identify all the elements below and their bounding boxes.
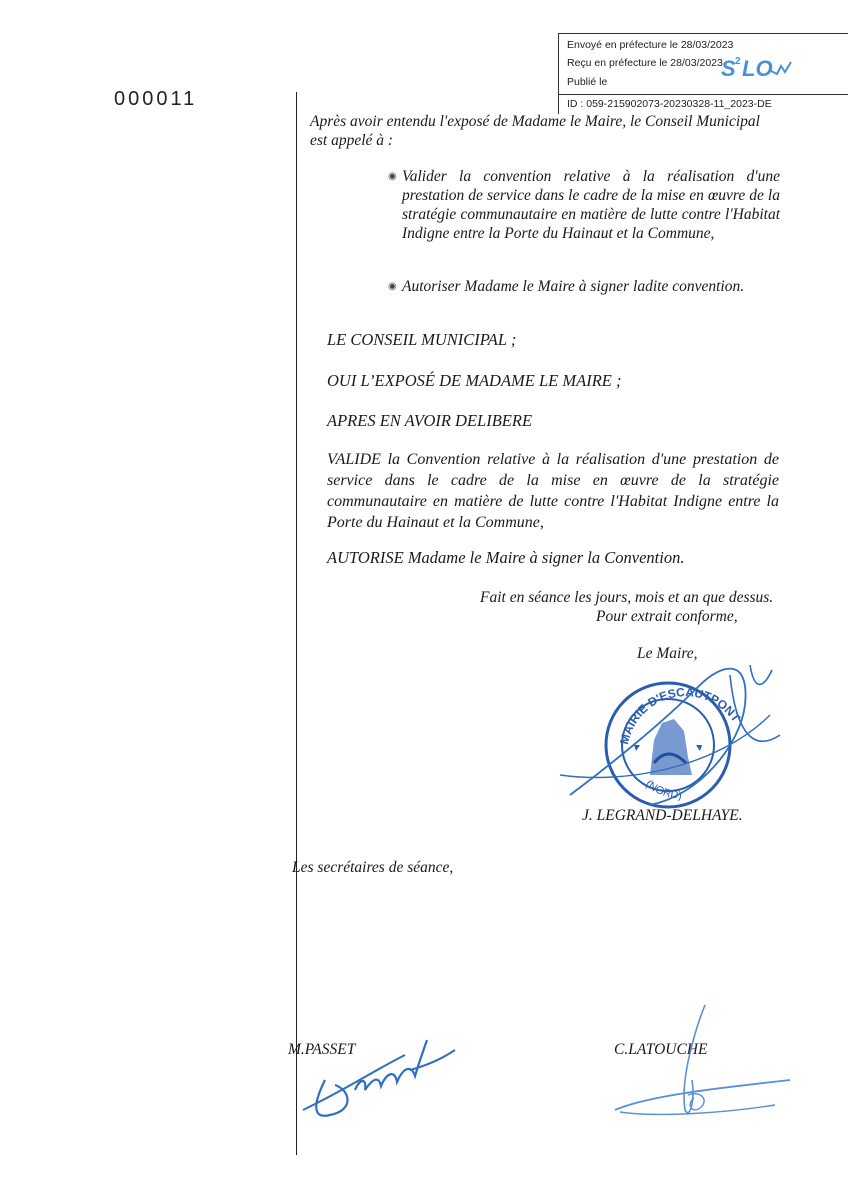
sent-date: Envoyé en préfecture le 28/03/2023 bbox=[567, 39, 734, 51]
bullet-dot: ◉ bbox=[388, 281, 397, 292]
document-number: 000011 bbox=[114, 88, 198, 110]
secretary-left-name: M.PASSET bbox=[288, 1041, 356, 1058]
svg-text:LO: LO bbox=[742, 56, 773, 81]
secretaries-label: Les secrétaires de séance, bbox=[292, 859, 454, 876]
deliberated-heading: APRES EN AVOIR DELIBERE bbox=[327, 411, 533, 430]
closing-line-1: Fait en séance les jours, mois et an que dessus. bbox=[480, 589, 774, 606]
intro-text: Après avoir entendu l'exposé de Madame le Maire, le Conseil Municipal est appelé à : bbox=[310, 113, 760, 149]
svg-text:MAIRIE D'ESCAUTPONT: MAIRIE D'ESCAUTPONT bbox=[617, 685, 744, 746]
heard-heading: OUI L’EXPOSÉ DE MADAME LE MAIRE ; bbox=[327, 371, 622, 390]
mayor-name: J. LEGRAND-DELHAYE. bbox=[582, 807, 743, 824]
svg-text:S: S bbox=[721, 56, 736, 81]
mayor-seal bbox=[550, 645, 790, 825]
svg-text:(NORD): (NORD) bbox=[643, 777, 682, 802]
prefecture-stamp bbox=[558, 33, 848, 114]
authorize-paragraph: AUTORISE Madame le Maire à signer la Convention. bbox=[327, 548, 685, 567]
secretary-right-name: C.LATOUCHE bbox=[614, 1041, 708, 1058]
validate-paragraph: VALIDE la Convention relative à la réalisation d'une prestation de service dans le cadre de la mise en œuvre de la stratégie communautaire en matière de lutte contre l'Habitat Indigne entre la Porte du Hainaut et la Commune, bbox=[327, 451, 779, 531]
published-label: Publié le bbox=[567, 76, 608, 88]
act-id: ID : 059-215902073-20230328-11_2023-DE bbox=[567, 98, 772, 110]
secretary-right-signature bbox=[600, 1000, 800, 1130]
bullet-item-authorize: Autoriser Madame le Maire à signer ladite convention. bbox=[402, 278, 745, 295]
mayor-title: Le Maire, bbox=[637, 645, 698, 662]
bullet-item-validate: Valider la convention relative à la réalisation d'une prestation de service dans le cadre de la mise en œuvre de la stratégie communautaire en matière de lutte contre l'Habitat Indigne entre la Porte du Hainaut et la Commune, bbox=[402, 168, 780, 242]
stamp-divider bbox=[559, 94, 848, 95]
council-heading: LE CONSEIL MUNICIPAL ; bbox=[327, 330, 517, 349]
secretary-left-signature bbox=[295, 1030, 465, 1130]
s2lo-logo bbox=[719, 52, 794, 84]
bullet-dot: ◉ bbox=[388, 171, 397, 182]
svg-text:2: 2 bbox=[735, 56, 741, 67]
margin-rule bbox=[296, 92, 297, 1155]
closing-line-2: Pour extrait conforme, bbox=[596, 608, 738, 625]
received-date: Reçu en préfecture le 28/03/2023 bbox=[567, 57, 723, 69]
